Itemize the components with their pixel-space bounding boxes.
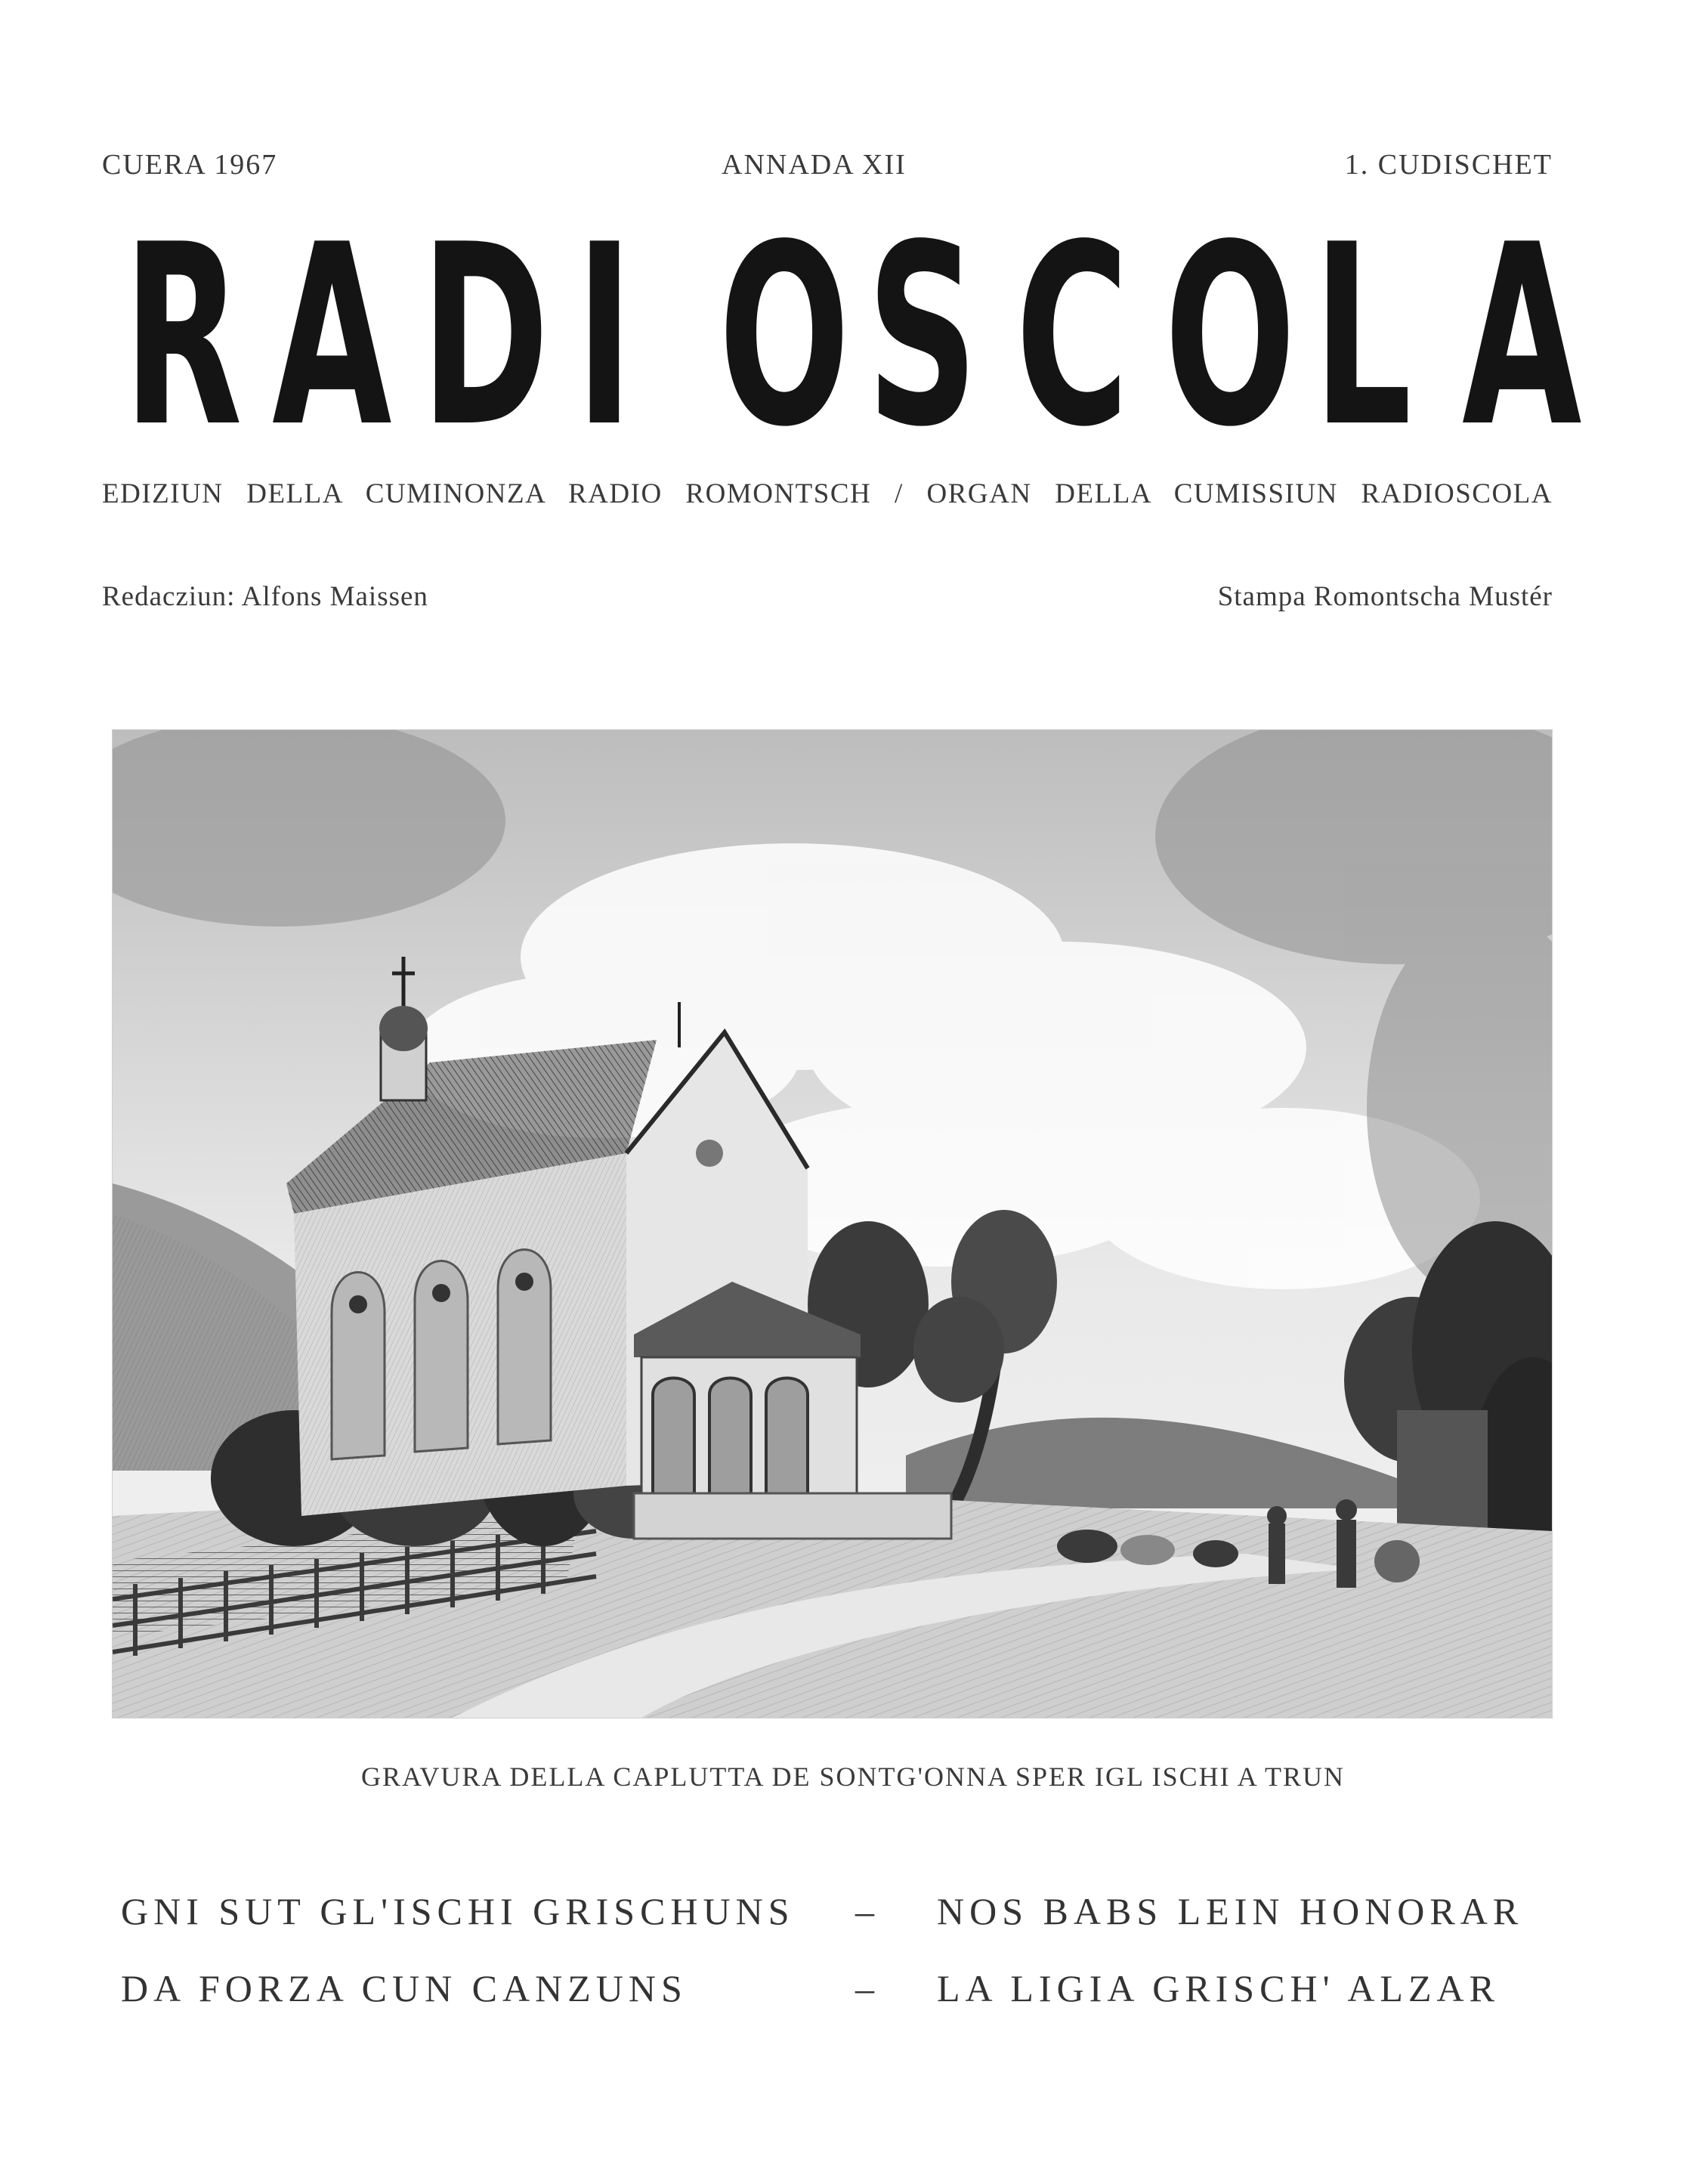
masthead-letter: D — [420, 191, 549, 481]
masthead-letter: A — [271, 191, 392, 481]
masthead-letter: O — [1164, 191, 1296, 481]
masthead-letter: S — [867, 191, 978, 481]
header-row — [102, 148, 1553, 186]
motto-line-1-left: GNI SUT GL'ISCHI GRISCHUNS — [121, 1890, 795, 1932]
masthead-letter: O — [718, 191, 850, 481]
motto-dash: – — [855, 1967, 879, 2009]
masthead-letter: L — [1313, 191, 1412, 481]
publication-subtitle: EDIZIUN DELLA CUMINONZA RADIO ROMONTSCH / ORGAN DELLA CUMISSIUN RADIOSCOLA — [102, 478, 1553, 509]
volume-number: ANNADA XII — [722, 149, 907, 181]
masthead-letter: R — [123, 191, 243, 481]
masthead-letter: I — [575, 191, 633, 481]
place-year: CUERA 1967 — [102, 149, 278, 181]
motto-dash: – — [855, 1890, 879, 1932]
chapel-engraving — [112, 729, 1553, 1718]
issue-number: 1. CUDISCHET — [1344, 149, 1553, 181]
illustration-caption: GRAVURA DELLA CAPLUTTA DE SONTG'ONNA SPER IGL ISCHI A TRUN — [360, 1762, 1346, 1792]
motto-line-2-right: LA LIGIA GRISCH' ALZAR — [937, 1967, 1500, 2009]
masthead-title — [102, 191, 1582, 481]
credits-row — [102, 580, 1553, 618]
masthead-letter: C — [1015, 191, 1130, 481]
editor-credit: Redacziun: Alfons Maissen — [102, 581, 428, 612]
printer-credit: Stampa Romontscha Mustér — [1217, 581, 1553, 612]
motto-line-2-left: DA FORZA CUN CANZUNS — [121, 1967, 688, 2009]
masthead-letter: A — [1461, 191, 1582, 481]
motto-line-1-right: NOS BABS LEIN HONORAR — [937, 1890, 1524, 1932]
motto-line-1 — [121, 1889, 1556, 1942]
motto-line-2 — [121, 1966, 1556, 2019]
